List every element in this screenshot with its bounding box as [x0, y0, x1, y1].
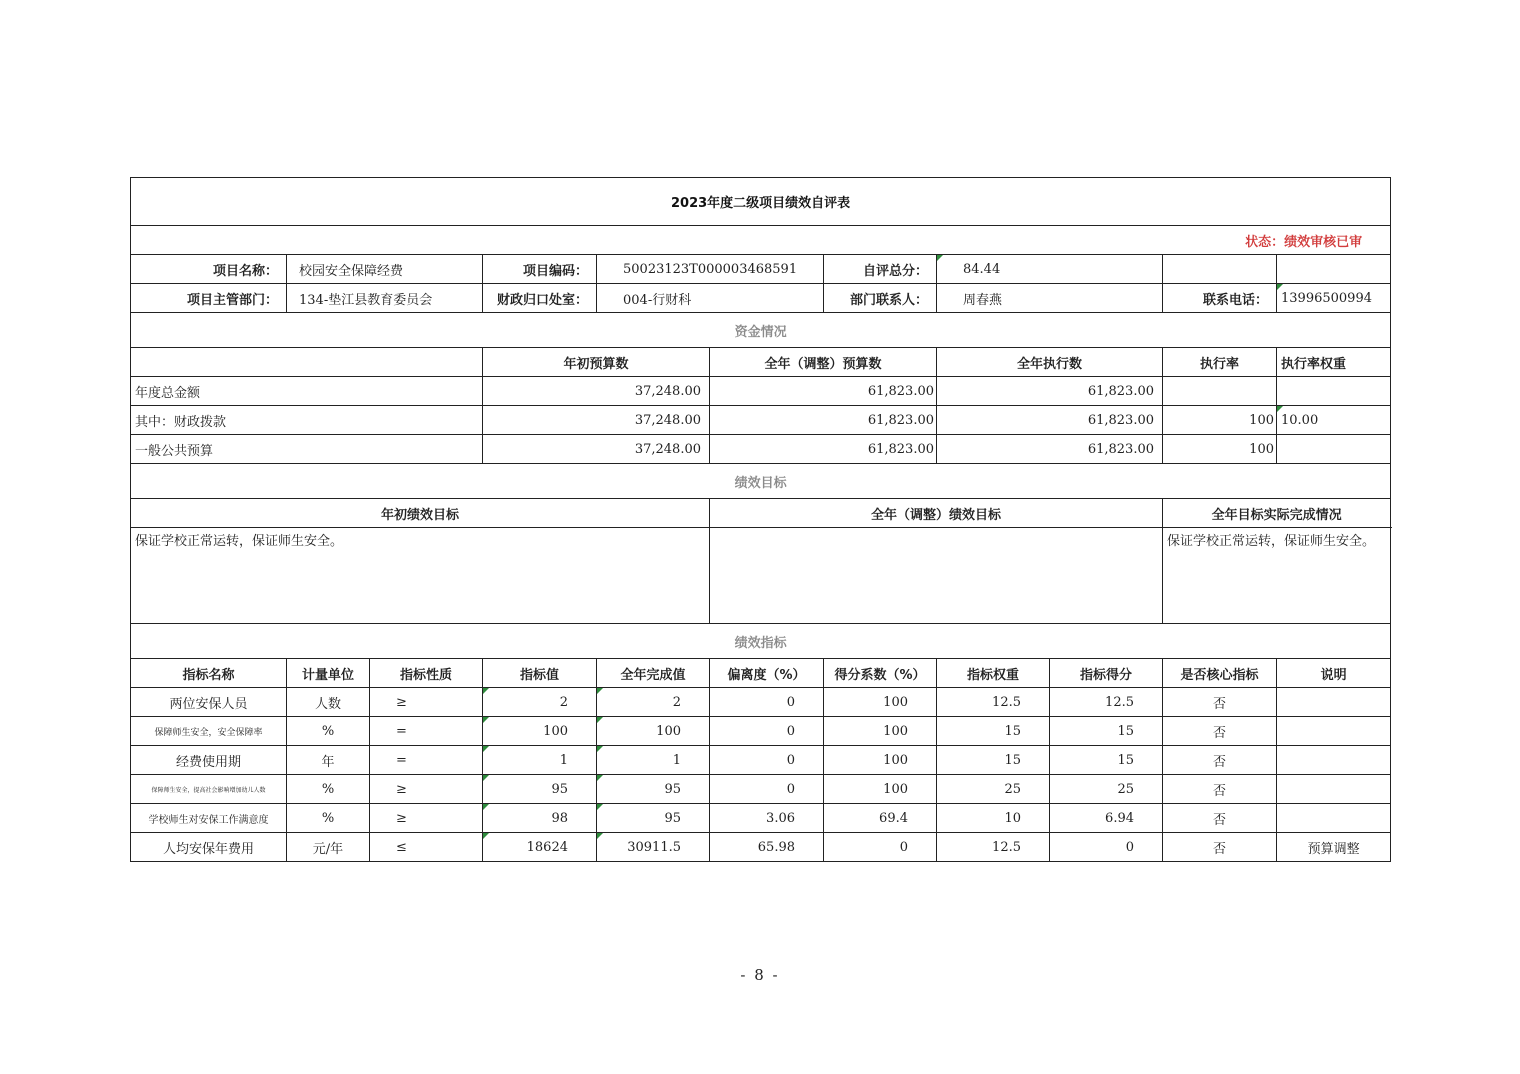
indicator-score: 25	[1050, 775, 1163, 804]
funds-rate: 100	[1163, 406, 1277, 435]
indicator-note	[1277, 775, 1391, 804]
indicator-unit: 元/年	[287, 833, 370, 862]
indicator-deviation: 3.06	[710, 804, 824, 833]
total-score-value: 84.44	[937, 255, 1163, 284]
indicator-coef: 100	[824, 717, 937, 746]
indicator-target: 100	[483, 717, 597, 746]
indicator-name: 两位安保人员	[131, 688, 287, 717]
adjusted-goal-text	[710, 528, 1163, 624]
goals-section-title: 绩效目标	[131, 464, 1391, 499]
empty-cell	[131, 348, 483, 377]
funds-row	[131, 377, 1391, 406]
indicator-note	[1277, 804, 1391, 833]
funds-executed: 61,823.00	[937, 435, 1163, 464]
indicator-row	[131, 775, 1391, 804]
indicator-core: 否	[1163, 688, 1277, 717]
indicator-header: 是否核心指标	[1163, 659, 1277, 688]
funds-initial: 37,248.00	[483, 406, 710, 435]
funds-weight	[1277, 377, 1391, 406]
status-badge: 状态：绩效审核已审	[131, 226, 1391, 255]
indicator-actual: 95	[597, 775, 710, 804]
indicator-deviation: 0	[710, 775, 824, 804]
indicators-section-title: 绩效指标	[131, 624, 1391, 659]
indicator-score: 12.5	[1050, 688, 1163, 717]
funds-weight	[1277, 435, 1391, 464]
performance-evaluation-table	[130, 177, 1391, 862]
goals-content-row	[131, 528, 1391, 624]
indicator-header: 全年完成值	[597, 659, 710, 688]
finance-value: 004-行财科	[597, 284, 824, 313]
funds-adjusted: 61,823.00	[710, 377, 937, 406]
funds-header: 全年（调整）预算数	[710, 348, 937, 377]
indicator-nature: ≥	[370, 775, 483, 804]
funds-initial: 37,248.00	[483, 377, 710, 406]
indicator-nature: ≥	[370, 688, 483, 717]
goals-header: 年初绩效目标	[131, 499, 710, 528]
indicator-note	[1277, 688, 1391, 717]
indicator-target: 1	[483, 746, 597, 775]
funds-executed: 61,823.00	[937, 406, 1163, 435]
indicator-score: 0	[1050, 833, 1163, 862]
indicator-target: 95	[483, 775, 597, 804]
empty-cell	[1277, 255, 1391, 284]
indicator-nature: ≤	[370, 833, 483, 862]
initial-goal-text: 保证学校正常运转，保证师生安全。	[131, 528, 710, 624]
indicator-score: 15	[1050, 717, 1163, 746]
funds-row	[131, 406, 1391, 435]
indicator-row	[131, 833, 1391, 862]
indicator-core: 否	[1163, 775, 1277, 804]
indicator-coef: 100	[824, 688, 937, 717]
indicator-weight: 15	[937, 717, 1050, 746]
indicator-row	[131, 688, 1391, 717]
funds-header: 执行率权重	[1277, 348, 1391, 377]
indicator-core: 否	[1163, 804, 1277, 833]
indicator-coef: 100	[824, 775, 937, 804]
indicator-header: 指标性质	[370, 659, 483, 688]
funds-header: 全年执行数	[937, 348, 1163, 377]
indicator-header: 指标权重	[937, 659, 1050, 688]
project-name-value: 校园安全保障经费	[287, 255, 483, 284]
info-row-2	[131, 284, 1391, 313]
project-code-value: 50023123T000003468591	[597, 255, 824, 284]
indicator-header: 指标得分	[1050, 659, 1163, 688]
indicator-deviation: 0	[710, 717, 824, 746]
indicator-nature: =	[370, 717, 483, 746]
indicator-header: 得分系数（%）	[824, 659, 937, 688]
indicator-row	[131, 717, 1391, 746]
indicator-core: 否	[1163, 717, 1277, 746]
funds-adjusted: 61,823.00	[710, 435, 937, 464]
indicator-header: 指标名称	[131, 659, 287, 688]
goals-header: 全年目标实际完成情况	[1163, 499, 1391, 528]
funds-header-row	[131, 348, 1391, 377]
indicator-weight: 10	[937, 804, 1050, 833]
page-title: 2023年度二级项目绩效自评表	[131, 178, 1391, 226]
funds-rate: 100	[1163, 435, 1277, 464]
indicator-deviation: 0	[710, 746, 824, 775]
indicator-target: 18624	[483, 833, 597, 862]
goals-header: 全年（调整）绩效目标	[710, 499, 1163, 528]
funds-rate	[1163, 377, 1277, 406]
goals-header-row	[131, 499, 1391, 528]
indicator-actual: 1	[597, 746, 710, 775]
indicator-target: 98	[483, 804, 597, 833]
indicator-header: 指标值	[483, 659, 597, 688]
indicator-note	[1277, 717, 1391, 746]
indicator-unit: 年	[287, 746, 370, 775]
indicator-name: 保障师生安全，提高社会影响增加幼儿人数	[131, 775, 287, 804]
dept-label: 项目主管部门：	[131, 284, 287, 313]
info-row-1	[131, 255, 1391, 284]
indicator-nature: =	[370, 746, 483, 775]
funds-initial: 37,248.00	[483, 435, 710, 464]
finance-label: 财政归口处室：	[483, 284, 597, 313]
indicator-weight: 12.5	[937, 688, 1050, 717]
indicator-name: 保障师生安全，安全保障率	[131, 717, 287, 746]
indicator-coef: 69.4	[824, 804, 937, 833]
empty-cell	[1163, 255, 1277, 284]
indicator-note	[1277, 746, 1391, 775]
funds-row-name: 其中：财政拨款	[131, 406, 483, 435]
funds-adjusted: 61,823.00	[710, 406, 937, 435]
indicator-header: 计量单位	[287, 659, 370, 688]
indicator-score: 15	[1050, 746, 1163, 775]
funds-executed: 61,823.00	[937, 377, 1163, 406]
actual-completion-text: 保证学校正常运转，保证师生安全。	[1163, 528, 1391, 624]
funds-section-title: 资金情况	[131, 313, 1391, 348]
indicator-unit: %	[287, 804, 370, 833]
indicator-header: 偏离度（%）	[710, 659, 824, 688]
indicator-header: 说明	[1277, 659, 1391, 688]
contact-label: 部门联系人：	[824, 284, 937, 313]
funds-weight: 10.00	[1277, 406, 1391, 435]
indicator-core: 否	[1163, 833, 1277, 862]
indicator-note: 预算调整	[1277, 833, 1391, 862]
indicator-actual: 100	[597, 717, 710, 746]
indicator-deviation: 0	[710, 688, 824, 717]
indicator-unit: %	[287, 717, 370, 746]
indicator-unit: 人数	[287, 688, 370, 717]
indicator-row	[131, 746, 1391, 775]
funds-row-name: 一般公共预算	[131, 435, 483, 464]
indicators-header-row	[131, 659, 1391, 688]
project-name-label: 项目名称：	[131, 255, 287, 284]
indicator-core: 否	[1163, 746, 1277, 775]
funds-header: 年初预算数	[483, 348, 710, 377]
indicator-coef: 100	[824, 746, 937, 775]
indicator-name: 学校师生对安保工作满意度	[131, 804, 287, 833]
indicator-weight: 15	[937, 746, 1050, 775]
indicator-actual: 30911.5	[597, 833, 710, 862]
indicator-nature: ≥	[370, 804, 483, 833]
indicator-coef: 0	[824, 833, 937, 862]
indicator-actual: 2	[597, 688, 710, 717]
indicator-target: 2	[483, 688, 597, 717]
phone-value: 13996500994	[1277, 284, 1391, 313]
indicator-actual: 95	[597, 804, 710, 833]
funds-row-name: 年度总金额	[131, 377, 483, 406]
indicator-name: 经费使用期	[131, 746, 287, 775]
page-number: - 8 -	[740, 966, 780, 984]
indicator-name: 人均安保年费用	[131, 833, 287, 862]
indicator-deviation: 65.98	[710, 833, 824, 862]
indicator-score: 6.94	[1050, 804, 1163, 833]
indicator-weight: 12.5	[937, 833, 1050, 862]
contact-value: 周春燕	[937, 284, 1163, 313]
phone-label: 联系电话：	[1163, 284, 1277, 313]
indicator-row	[131, 804, 1391, 833]
indicator-weight: 25	[937, 775, 1050, 804]
project-code-label: 项目编码：	[483, 255, 597, 284]
funds-header: 执行率	[1163, 348, 1277, 377]
indicator-unit: %	[287, 775, 370, 804]
dept-value: 134-垫江县教育委员会	[287, 284, 483, 313]
total-score-label: 自评总分：	[824, 255, 937, 284]
funds-row	[131, 435, 1391, 464]
